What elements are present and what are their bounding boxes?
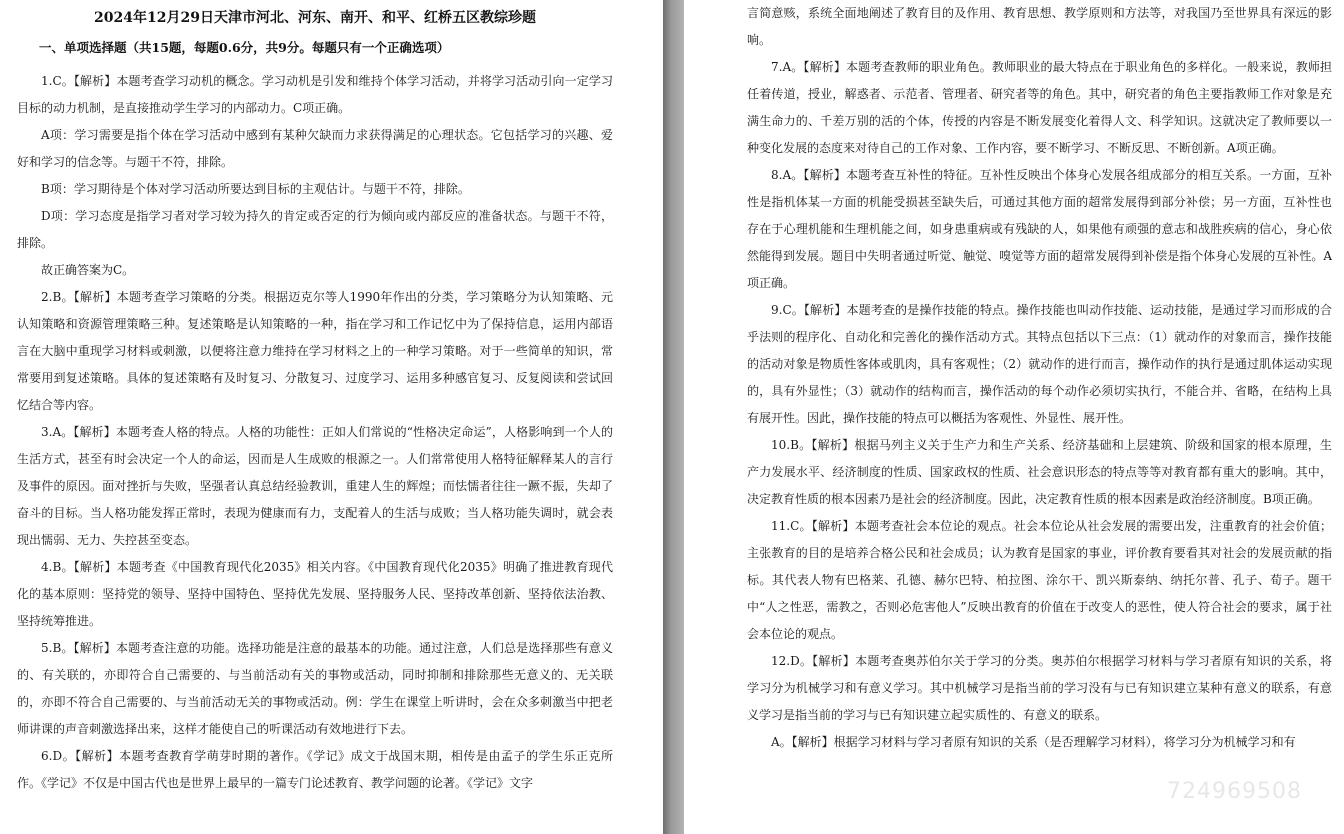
answer-paragraph: D项：学习态度是指学习者对学习较为持久的肯定或否定的行为倾向或内部反应的准备状态。与题干不符，排除。	[17, 209, 613, 250]
answer-paragraph: 8.A。【解析】本题考查互补性的特征。互补性反映出个体身心发展各组成部分的相互关系。一方面，互补性是指机体某一方面的机能受损甚至缺失后，可通过其他方面的超常发展得到部分补偿；另一方面，互补性也存在于心理机能和生理机能之间，如身患重病或有残缺的人，如果他有顽强的意志和战胜疾病的信心，身心依然能得到发展。题目中失明者通过听觉、触觉、嗅觉等方面的超常发展得到补偿是指个体身心发展的互补性。A项正确。	[747, 168, 1332, 290]
answer-paragraph: 1.C。【解析】本题考查学习动机的概念。学习动机是引发和维持个体学习活动，并将学习活动引向一定学习目标的动力机制，是直接推动学生学习的内部动力。C项正确。	[17, 74, 613, 115]
document-page-left	[0, 0, 663, 834]
answer-paragraph: 2.B。【解析】本题考查学习策略的分类。根据迈克尔等人1990年作出的分类，学习策略分为认知策略、元认知策略和资源管理策略三种。复述策略是认知策略的一种，指在学习和工作记忆中为了保持信息，运用内部语言在大脑中重现学习材料或刺激，以便将注意力维持在学习材料之上的一种学习策略。对于一些简单的知识，常常要用到复述策略。具体的复述策略有及时复习、分散复习、过度学习、运用多种感官复习、反复阅读和尝试回忆结合等内容。	[17, 290, 613, 412]
answer-paragraph: B项：学习期待是个体对学习活动所要达到目标的主观估计。与题干不符，排除。	[41, 182, 470, 196]
answer-paragraph: A。【解析】根据学习材料与学习者原有知识的关系（是否理解学习材料），将学习分为机械学习和有	[771, 735, 1296, 749]
right-page-body	[747, 0, 1332, 756]
answer-paragraph: 4.B。【解析】本题考查《中国教育现代化2035》相关内容。《中国教育现代化2035》明确了推进教育现代化的基本原则：坚持党的领导、坚持中国特色、坚持优先发展、坚持服务人民、坚持改革创新、坚持依法治教、坚持统筹推进。	[17, 560, 613, 628]
answer-paragraph: 5.B。【解析】本题考查注意的功能。选择功能是注意的最基本的功能。通过注意，人们总是选择那些有意义的、有关联的，亦即符合自己需要的、与当前活动有关的事物或活动，同时抑制和排除那些无意义的、无关联的，亦即不符合自己需要的、与当前活动无关的事物或活动。例：学生在课堂上听讲时，会在众多刺激当中把老师讲课的声音刺激选择出来，这样才能使自己的听课活动有效地进行下去。	[17, 641, 613, 736]
document-title: 2024年12月29日天津市河北、河东、南开、和平、红桥五区教综珍题	[94, 10, 536, 26]
watermark-text: 724969508	[1167, 779, 1302, 804]
answer-paragraph: 11.C。【解析】本题考查社会本位论的观点。社会本位论从社会发展的需要出发，注重教育的社会价值；主张教育的目的是培养合格公民和社会成员；认为教育是国家的事业，评价教育要看其对社会的发展贡献的指标。其代表人物有巴格莱、孔德、赫尔巴特、柏拉图、涂尔干、凯兴斯泰纳、纳托尔普、孔子、荀子。题干中“人之性恶，需教之，否则必危害他人”反映出教育的价值在于改变人的恶性，使人符合社会的要求，属于社会本位论的观点。	[747, 519, 1332, 641]
answer-paragraph: A项：学习需要是指个体在学习活动中感到有某种欠缺而力求获得满足的心理状态。它包括学习的兴趣、爱好和学习的信念等。与题干不符，排除。	[17, 128, 613, 169]
answer-paragraph: 3.A。【解析】本题考查人格的特点。人格的功能性：正如人们常说的“性格决定命运”，人格影响到一个人的生活方式，甚至有时会决定一个人的命运，因而是人生成败的根源之一。人们常常使用人格特征解释某人的言行及事件的原因。面对挫折与失败，坚强者认真总结经验教训，重建人生的辉煌；而怯懦者往往一蹶不振，失却了奋斗的目标。当人格功能发挥正常时，表现为健康而有力，支配着人的生活与成败；当人格功能失调时，就会表现出懦弱、无力、失控甚至变态。	[17, 425, 613, 547]
answer-paragraph: 9.C。【解析】本题考查的是操作技能的特点。操作技能也叫动作技能、运动技能，是通过学习而形成的合乎法则的程序化、自动化和完善化的操作活动方式。其特点包括以下三点：（1）就动作的对象而言，操作技能的活动对象是物质性客体或肌肉，具有客观性；（2）就动作的进行而言，操作动作的执行是通过肌体运动实现的，具有外显性；（3）就动作的结构而言，操作活动的每个动作必须切实执行，不能合并、省略，在结构上具有展开性。因此，操作技能的特点可以概括为客观性、外显性、展开性。	[747, 303, 1332, 425]
answer-paragraph: 12.D。【解析】本题考查奥苏伯尔关于学习的分类。奥苏伯尔根据学习材料与学习者原有知识的关系，将学习分为机械学习和有意义学习。其中机械学习是指当前的学习没有与已有知识建立某种有意义的联系，有意义学习是指当前的学习与已有知识建立起实质性的、有意义的联系。	[747, 654, 1332, 722]
answer-paragraph: 7.A。【解析】本题考查教师的职业角色。教师职业的最大特点在于职业角色的多样化。一般来说，教师担任着传道，授业，解惑者、示范者、管理者、研究者等的角色。其中，研究者的角色主要指教师工作对象是充满生命力的、千差万别的活的个体，传授的内容是不断发展变化着得人文、科学知识。这就决定了教师要以一种变化发展的态度来对待自己的工作对象、工作内容，要不断学习、不断反思、不断创新。A项正确。	[747, 60, 1332, 155]
document-page-right	[684, 0, 1344, 834]
left-page-body	[17, 68, 613, 797]
answer-paragraph: 6.D。【解析】本题考查教育学萌芽时期的著作。《学记》成文于战国末期，相传是由孟子的学生乐正克所作。《学记》不仅是中国古代也是世界上最早的一篇专门论述教育、教学问题的论著。《学记》文字	[17, 749, 613, 790]
section-heading: 一、单项选择题（共15题，每题0.6分，共9分。每题只有一个正确选项）	[39, 40, 450, 55]
answer-paragraph: 故正确答案为C。	[41, 263, 135, 277]
page-gutter	[663, 0, 684, 834]
answer-paragraph: 10.B。【解析】根据马列主义关于生产力和生产关系、经济基础和上层建筑、阶级和国家的根本原理，生产力发展水平、经济制度的性质、国家政权的性质、社会意识形态的特点等等对教育都有重大的影响。其中，决定教育性质的根本因素乃是社会的经济制度。因此，决定教育性质的根本因素是政治经济制度。B项正确。	[747, 438, 1332, 506]
answer-paragraph-continuation: 言简意赅，系统全面地阐述了教育目的及作用、教育思想、教学原则和方法等，对我国乃至世界具有深远的影响。	[747, 6, 1332, 47]
